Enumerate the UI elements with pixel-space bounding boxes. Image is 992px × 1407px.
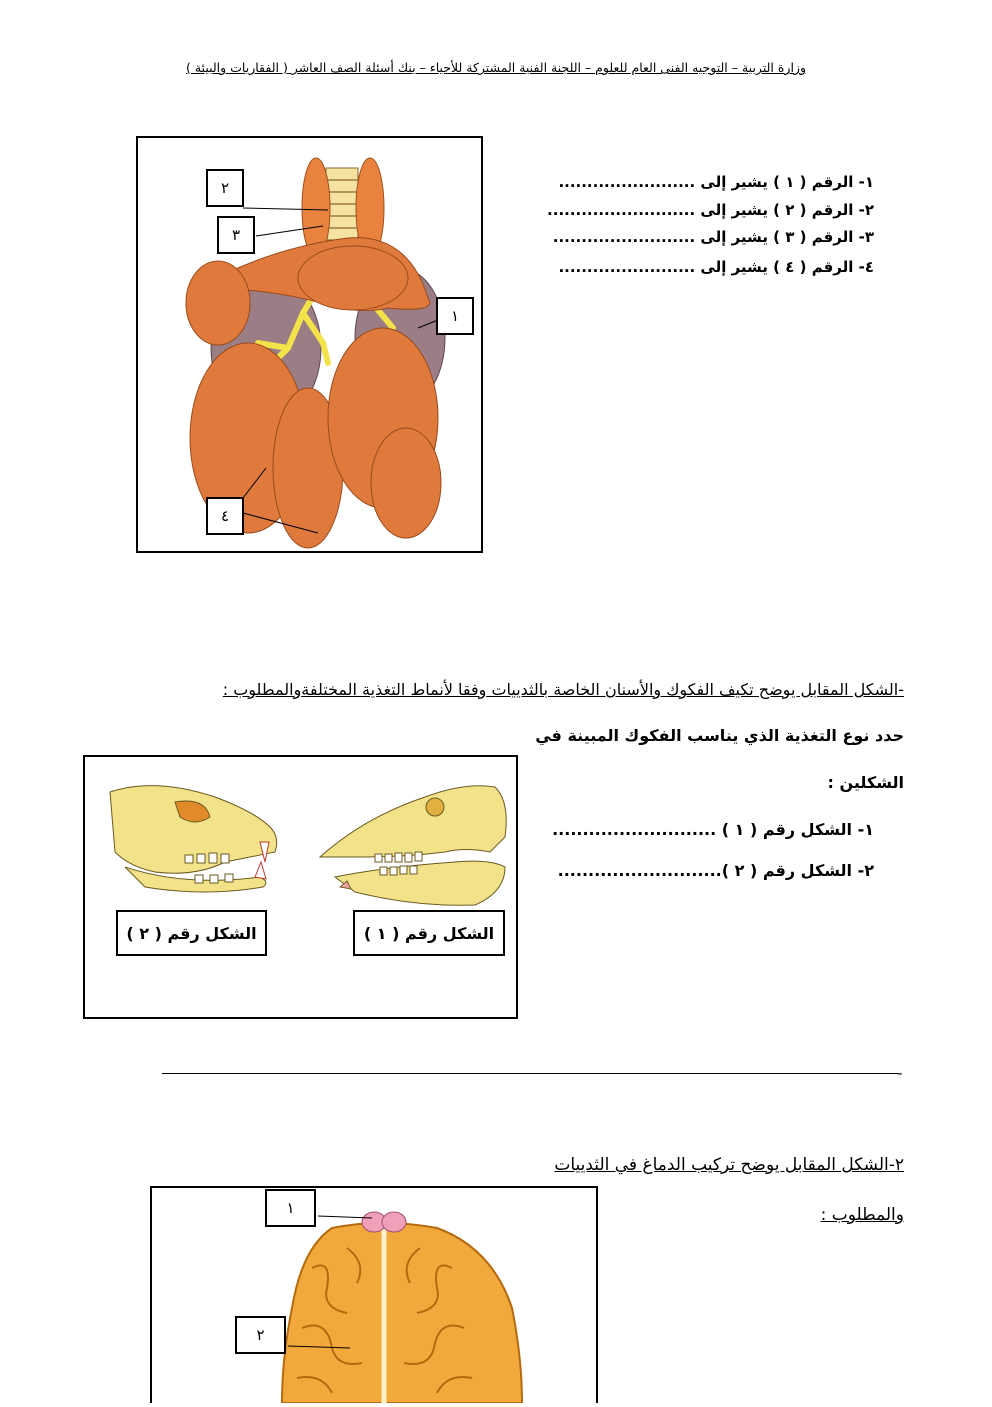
answer-1: ١- الشكل رقم ( ١ ) ........................... [552, 820, 874, 839]
brain-illustration [152, 1188, 596, 1403]
section3-intro: ٢-الشكل المقابل يوضح تركيب الدماغ في الثدييات [554, 1155, 904, 1175]
separator-mark: - [897, 1064, 903, 1082]
section3-required: والمطلوب : [820, 1205, 904, 1225]
caption-figure-2: الشكل رقم ( ٢ ) [116, 910, 267, 956]
brain-label-1: ١ [265, 1189, 316, 1227]
answer-2: ٢- الشكل رقم ( ٢ )........................... [557, 861, 874, 880]
caption-figure-1: الشكل رقم ( ١ ) [353, 910, 505, 956]
thorax-figure [136, 136, 483, 553]
question-2: ٢- الرقم ( ٢ ) يشير إلى .......................... [547, 201, 874, 219]
brain-figure [150, 1186, 598, 1403]
thorax-label-4: ٤ [206, 497, 244, 535]
brain-label-2: ٢ [235, 1316, 286, 1354]
question-4: ٤- الرقم ( ٤ ) يشير إلى ........................ [558, 258, 874, 276]
thorax-label-1: ١ [436, 297, 474, 335]
section2-intro: -الشكل المقابل يوضح تكيف الفكوك والأسنان الخاصة بالثدييات وفقا لأنماط التغذية المختلفةوالمطلوب : [222, 680, 904, 699]
section2-instruction-2: الشكلين : [827, 773, 904, 792]
thorax-label-2: ٢ [206, 169, 244, 207]
page-header: وزارة التربية – التوجيه الفنى العام للعلوم – اللجنة الفنية المشتركة للأحياء – بنك أسئلة الصف العاشر ( الفقاريات والبيئة ) [186, 60, 806, 75]
question-1: ١- الرقم ( ١ ) يشير إلى ........................ [558, 173, 874, 191]
jaws-figure [83, 755, 518, 1019]
thorax-label-3: ٣ [217, 216, 255, 254]
question-3: ٣- الرقم ( ٣ ) يشير إلى ......................... [552, 228, 874, 246]
separator-line [162, 1073, 898, 1074]
jaws-illustration [85, 757, 516, 1017]
thorax-illustration [138, 138, 481, 551]
section2-instruction-1: حدد نوع التغذية الذي يناسب الفكوك المبينة في [535, 726, 904, 745]
